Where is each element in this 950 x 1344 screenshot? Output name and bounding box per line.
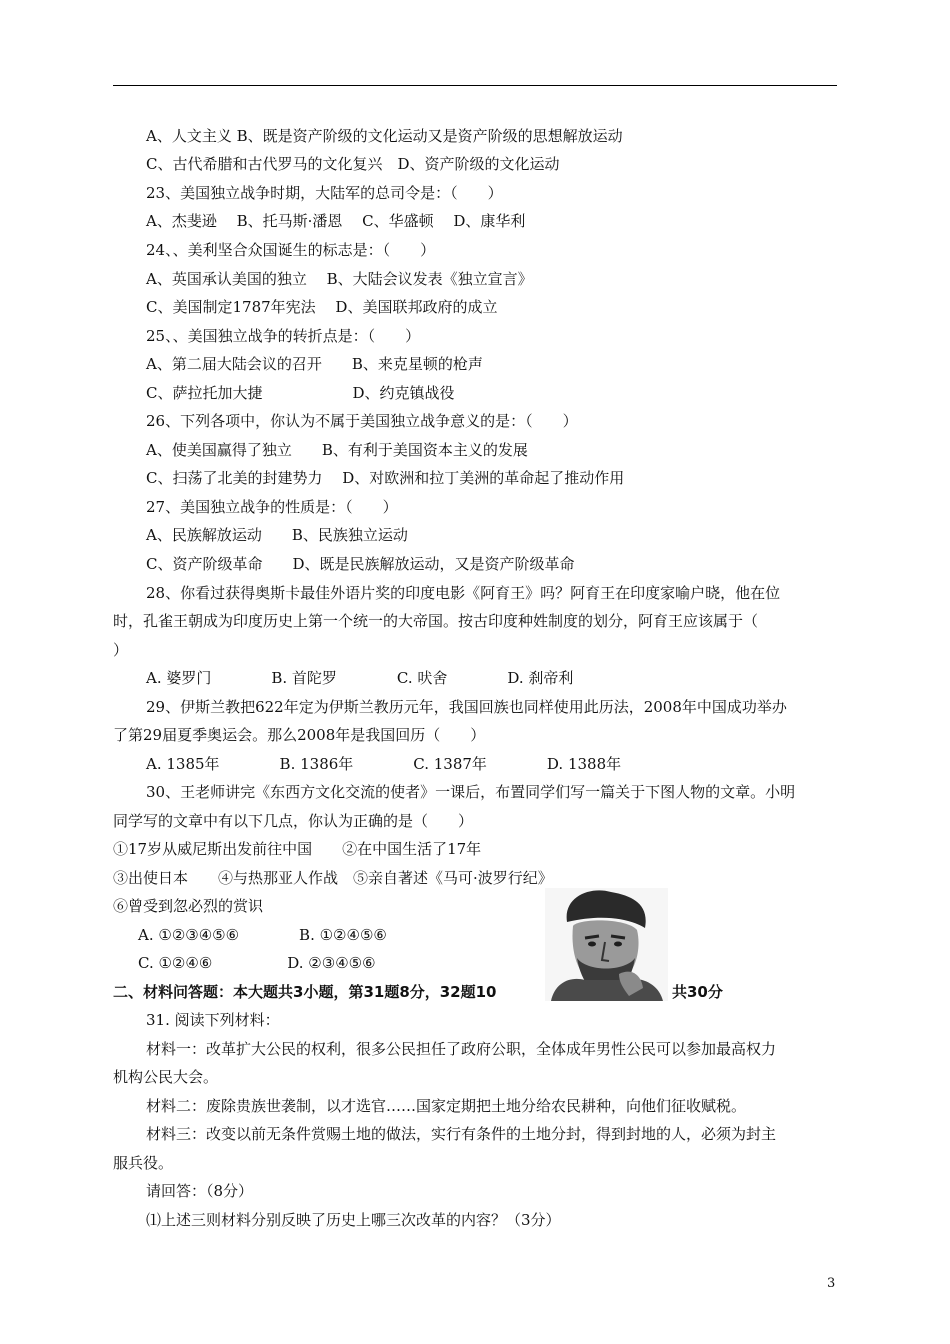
- header-rule: [113, 85, 837, 86]
- text-line: A、杰斐逊 B、托马斯·潘恩 C、华盛顿 D、康华利: [146, 212, 526, 230]
- text-line: 机构公民大会。: [113, 1068, 219, 1086]
- text-line: 23、美国独立战争时期，大陆军的总司令是：（ ）: [146, 184, 503, 202]
- text-line: 材料三：改变以前无条件赏赐土地的做法，实行有条件的土地分封，得到封地的人，必须为封主: [146, 1125, 777, 1143]
- text-line: 同学写的文章中有以下几点，你认为正确的是（ ）: [113, 812, 474, 830]
- text-line: A、民族解放运动 B、民族独立运动: [146, 526, 408, 544]
- text-line: C、古代希腊和古代罗马的文化复兴 D、资产阶级的文化运动: [146, 155, 560, 173]
- text-line: 服兵役。: [113, 1154, 174, 1172]
- text-line: 30、王老师讲完《东西方文化交流的使者》一课后，布置同学们写一篇关于下图人物的文章。小明: [146, 783, 796, 801]
- text-line: 31. 阅读下列材料：: [146, 1011, 280, 1029]
- text-line: ）: [113, 641, 129, 659]
- text-line: A. ①②③④⑤⑥ B. ①②④⑤⑥: [138, 926, 387, 944]
- text-line: C、扫荡了北美的封建势力 D、对欧洲和拉丁美洲的革命起了推动作用: [146, 469, 625, 487]
- text-line: 28、你看过获得奥斯卡最佳外语片奖的印度电影《阿育王》吗？阿育王在印度家喻户晓，他在位: [146, 584, 781, 602]
- section-heading-tail: 共30分: [672, 983, 723, 1001]
- text-line: 材料一：改革扩大公民的权利，很多公民担任了政府公职，全体成年男性公民可以参加最高权力: [146, 1040, 777, 1058]
- text-line: 25、、美国独立战争的转折点是：（ ）: [146, 327, 421, 345]
- text-line: ⑴上述三则材料分别反映了历史上哪三次改革的内容？（3分）: [146, 1211, 561, 1229]
- text-line: ①17岁从威尼斯出发前往中国 ②在中国生活了17年: [113, 840, 482, 858]
- text-line: A、英国承认美国的独立 B、大陆会议发表《独立宣言》: [146, 270, 533, 288]
- text-line: 27、美国独立战争的性质是：（ ）: [146, 498, 398, 516]
- text-line: 26、下列各项中，你认为不属于美国独立战争意义的是：（ ）: [146, 412, 578, 430]
- text-line: C、萨拉托加大捷 D、约克镇战役: [146, 384, 455, 402]
- text-line: ③出使日本 ④与热那亚人作战 ⑤亲自著述《马可·波罗行纪》: [113, 869, 553, 887]
- text-line: 材料二：废除贵族世袭制，以才选官……国家定期把土地分给农民耕种，向他们征收赋税。: [146, 1097, 747, 1115]
- page-number: 3: [827, 1276, 836, 1291]
- text-line: 了第29届夏季奥运会。那么2008年是我国回历（ ）: [113, 726, 486, 744]
- text-line: C. ①②④⑥ D. ②③④⑤⑥: [138, 954, 376, 972]
- marco-polo-portrait: [545, 888, 668, 1001]
- text-line: A、第二届大陆会议的召开 B、来克星顿的枪声: [146, 355, 483, 373]
- text-line: A、人文主义 B、既是资产阶级的文化运动又是资产阶级的思想解放运动: [146, 127, 623, 145]
- text-line: A. 婆罗门 B. 首陀罗 C. 吠舍 D. 刹帝利: [146, 669, 574, 687]
- text-line: C、美国制定1787年宪法 D、美国联邦政府的成立: [146, 298, 498, 316]
- text-line: 请回答：（8分）: [146, 1182, 254, 1200]
- text-line: 29、伊斯兰教把622年定为伊斯兰教历元年，我国回族也同样使用此历法，2008年中国成功举办: [146, 698, 787, 716]
- section-heading: 二、材料问答题：本大题共3小题，第31题8分，32题10: [113, 983, 497, 1001]
- text-line: 24、、美利坚合众国诞生的标志是：（ ）: [146, 241, 436, 259]
- text-line: ⑥曾受到忽必烈的赏识: [113, 897, 264, 915]
- text-line: A. 1385年 B. 1386年 C. 1387年 D. 1388年: [146, 755, 622, 773]
- text-line: C、资产阶级革命 D、既是民族解放运动，又是资产阶级革命: [146, 555, 575, 573]
- text-line: 时，孔雀王朝成为印度历史上第一个统一的大帝国。按古印度种姓制度的划分，阿育王应该属于（: [113, 612, 759, 630]
- text-line: A、使美国赢得了独立 B、有利于美国资本主义的发展: [146, 441, 528, 459]
